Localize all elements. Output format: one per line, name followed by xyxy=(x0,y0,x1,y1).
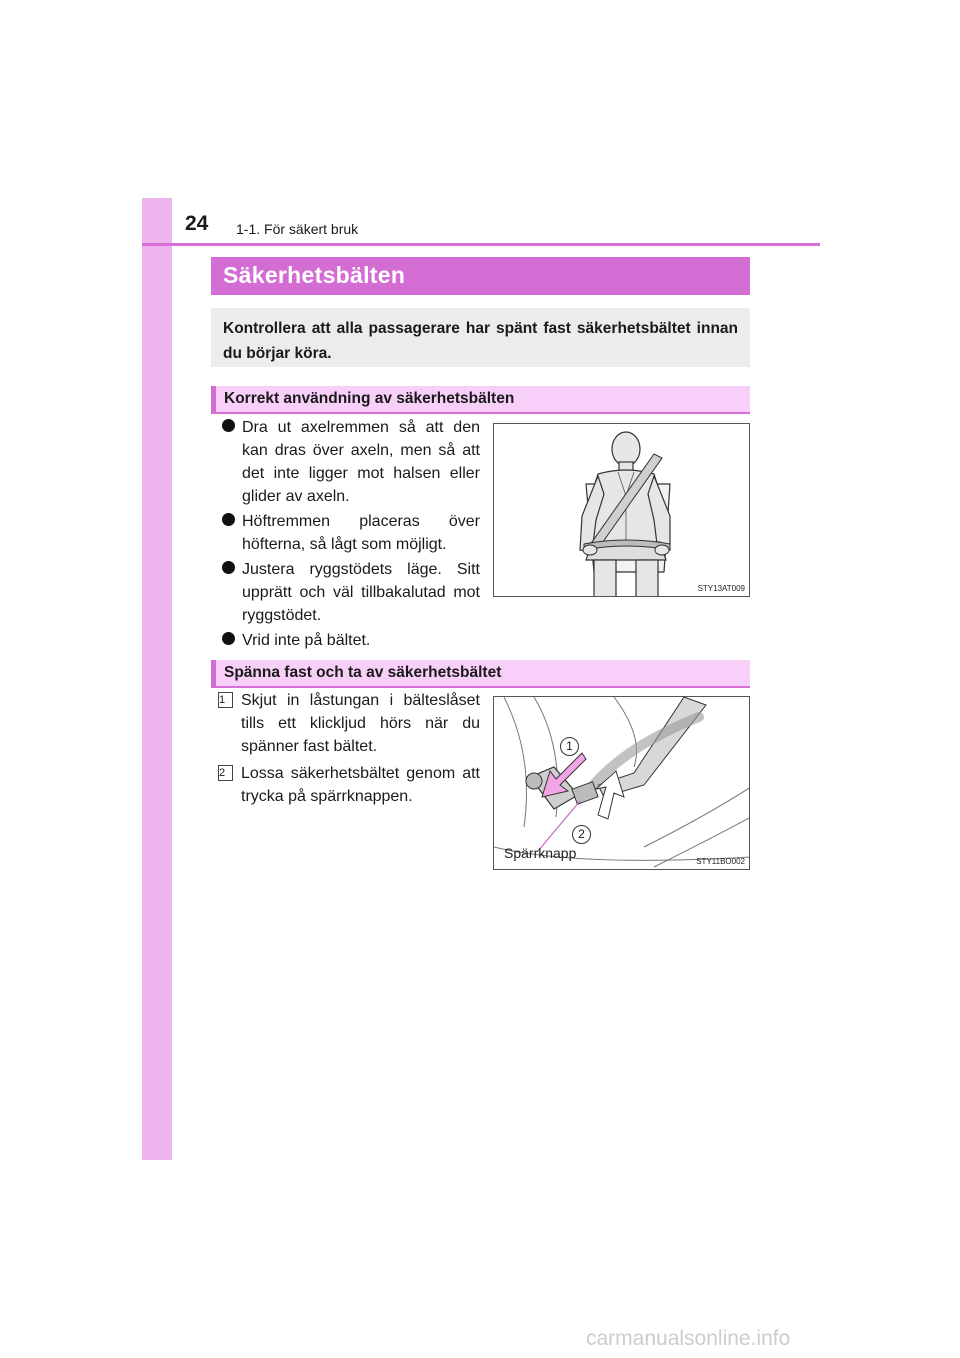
page-title-banner xyxy=(211,257,750,295)
list-item xyxy=(222,510,480,556)
page-sidebar-strip xyxy=(142,198,172,1160)
list-item xyxy=(222,558,480,627)
list-item xyxy=(218,762,480,808)
list-item xyxy=(222,416,480,508)
bullet-icon xyxy=(222,632,235,645)
watermark-footer: carmanualsonline.info xyxy=(586,1327,791,1350)
section-breadcrumb: 1-1. För säkert bruk xyxy=(236,221,359,237)
list-item-text: Vrid inte på bältet. xyxy=(242,632,371,649)
step-number-box: 1 xyxy=(218,692,233,708)
list-item xyxy=(218,689,480,758)
page-title: Säkerhetsbälten xyxy=(223,262,406,288)
list-item-text: Skjut in låstungan i bälteslåset tills ett klickljud hörs när du spänner fast bältet. xyxy=(241,692,480,755)
intro-box: Kontrollera att alla passagerare har spänt fast säkerhetsbältet innan du börjar köra. xyxy=(211,308,750,367)
section-heading-fasten-text: Spänna fast och ta av säkerhetsbältet xyxy=(224,664,502,681)
release-button-label: Spärrknapp xyxy=(504,845,577,861)
list-item-text: Höftremmen placeras över höfterna, så lågt som möjligt. xyxy=(242,513,480,553)
seated-person-drawing xyxy=(494,424,750,597)
section-heading-usage-text: Korrekt användning av säkerhetsbälten xyxy=(224,390,515,407)
figure-code: STY13AT009 xyxy=(697,584,745,593)
list-item-text: Dra ut axelremmen så att den kan dras över axeln, men så att det inte ligger mot halsen eller glider av axeln. xyxy=(242,419,480,505)
buckle-illustration xyxy=(493,696,750,870)
callout-number: 1 xyxy=(560,737,579,756)
step-number-box: 2 xyxy=(218,765,233,781)
section-heading-fasten xyxy=(211,660,750,688)
seated-person-seatbelt-illustration xyxy=(493,423,750,597)
fasten-step-list xyxy=(218,689,480,812)
list-item xyxy=(222,629,480,652)
section-heading-usage xyxy=(211,386,750,414)
bullet-icon xyxy=(222,419,235,432)
callout-number: 2 xyxy=(572,825,591,844)
list-item-text: Lossa säkerhetsbältet genom att trycka på spärrknappen. xyxy=(241,765,480,805)
figure-code: STY11BO002 xyxy=(696,857,745,866)
header-rule xyxy=(142,243,820,246)
bullet-icon xyxy=(222,513,235,526)
bullet-icon xyxy=(222,561,235,574)
list-item-text: Justera ryggstödets läge. Sitt upprätt och väl tillbakalutad mot ryggstödet. xyxy=(242,561,480,624)
usage-bullet-list xyxy=(222,416,480,654)
page-number: 24 xyxy=(185,212,209,235)
